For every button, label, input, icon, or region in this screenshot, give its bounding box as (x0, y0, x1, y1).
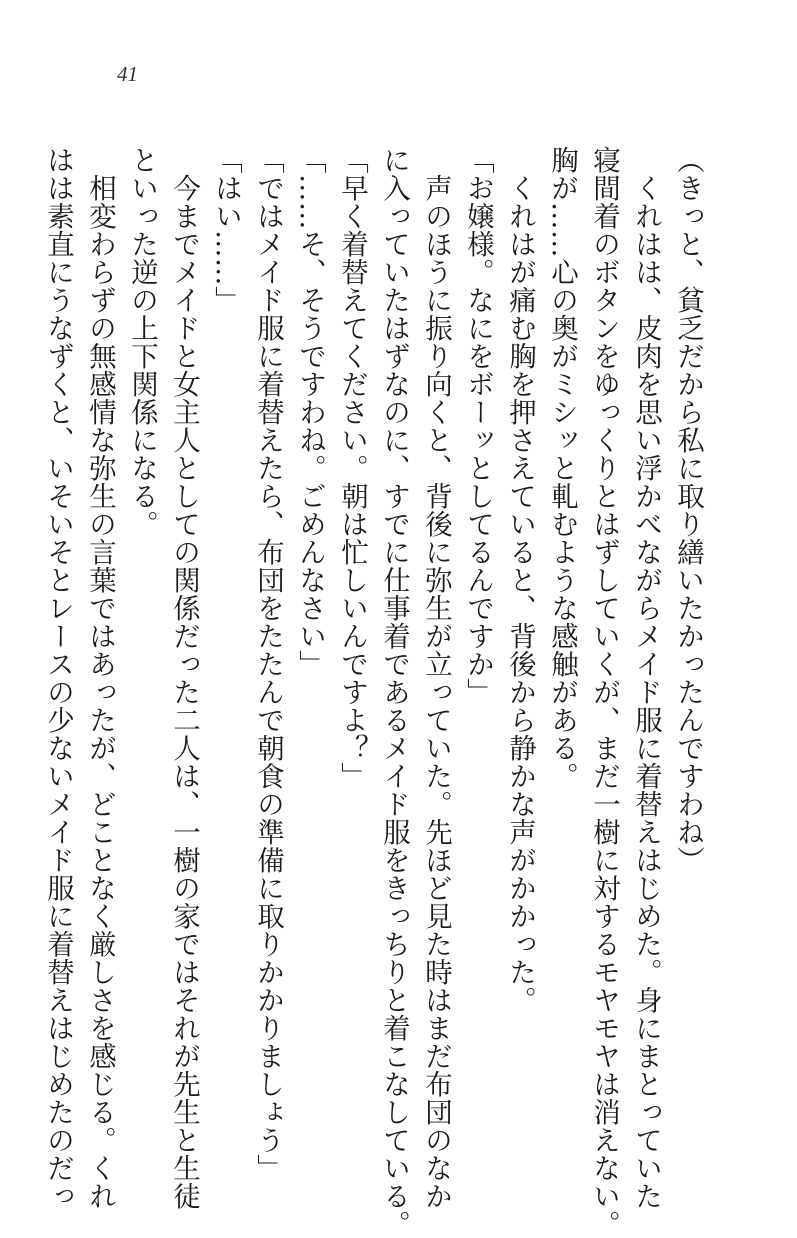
text-line: 相変わらずの無感情な弥生の言葉ではあったが、どことなく厳しさを感じる。くれ (84, 146, 116, 1210)
page-number: 41 (117, 62, 138, 86)
text-line: （きっと、貧乏だから私に取り繕いたかったんですわね） (672, 146, 704, 874)
text-line: 「ではメイド服に着替えたら、布団をたたんで朝食の準備に取りかかりましょう」 (252, 146, 284, 1182)
text-line: 声のほうに振り向くと、背後に弥生が立っていた。先ほど見た時はまだ布団のなか (420, 146, 452, 1210)
text-line: はは素直にうなずくと、いそいそとレースの少ないメイド服に着替えはじめたのだっ (42, 146, 74, 1210)
text-line: といった逆の上下関係になる。 (126, 146, 158, 538)
text-line: 今までメイドと女主人としての関係だった二人は、一樹の家ではそれが先生と生徒 (168, 146, 200, 1210)
text-line: 「お嬢様。なにをボーッとしてるんですか」 (462, 146, 494, 706)
text-line: に入っていたはずなのに、すでに仕事着であるメイド服をきっちりと着こなしている。 (378, 146, 410, 1238)
text-line: 胸が……心の奥がミシッと軋むような感触がある。 (546, 146, 578, 790)
vertical-text-body (37, 146, 709, 1238)
text-line: 「はい……」 (210, 146, 242, 314)
text-line: くれはが痛む胸を押さえていると、背後から静かな声がかかった。 (504, 146, 536, 1014)
text-line: 「早く着替えてください。朝は忙しいんですよ？」 (336, 146, 368, 790)
text-line: 寝間着のボタンをゆっくりとはずしていくが、まだ一樹に対するモヤモヤは消えない。 (588, 146, 620, 1238)
text-line: 「……そ、そうですわね。ごめんなさい」 (294, 146, 326, 678)
text-line: くれはは、皮肉を思い浮かべながらメイド服に着替えはじめた。身にまとっていた (630, 146, 662, 1210)
